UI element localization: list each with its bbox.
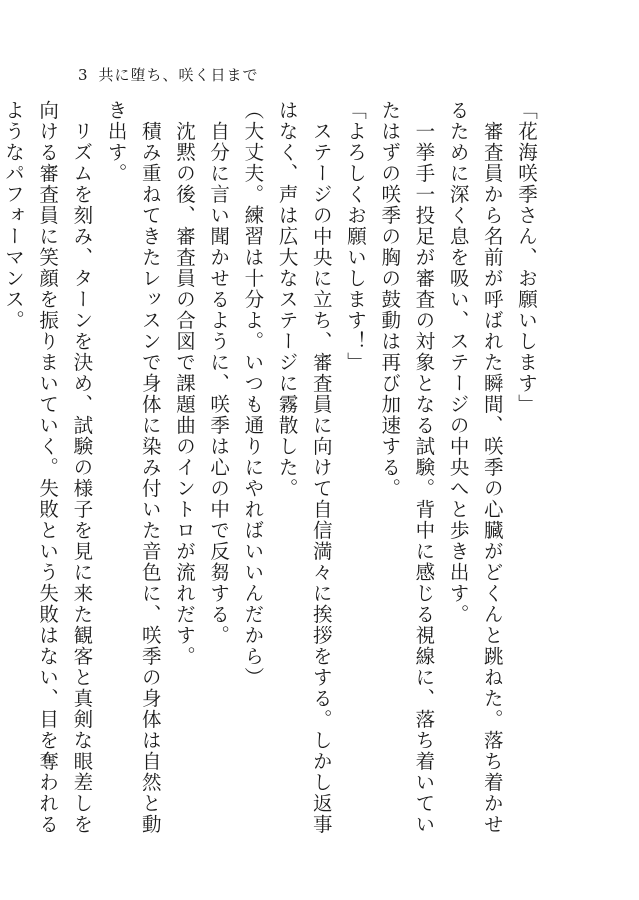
paragraph: 積み重ねてきたレッスンで身体に染み付いた音色に、咲季の身体は自然と動き出す。 (104, 100, 162, 835)
paragraph: 一挙手一投足が審査の対象となる試験。背中に感じる視線に、落ち着いていたはずの咲季の胸の鼓動は再び加速する。 (378, 100, 436, 835)
paragraph: ステージの中央に立ち、審査員に向けて自信満々に挨拶をする。しかし返事はなく、声は広大なステージに霧散した。 (275, 100, 333, 835)
paragraph: リズムを刻み、ターンを決め、試験の様子を見に来た観客と真剣な眼差しを向ける審査員に笑顔を振りまいていく。失敗という失敗はない、目を奪われるようなパフォーマンス。 (1, 100, 94, 835)
paragraph: （大丈夫。練習は十分よ。いつも通りにやればいいんだから） (241, 100, 265, 688)
paragraph: 沈黙の後、審査員の合図で課題曲のイントロが流れだす。 (172, 100, 196, 667)
paragraph: 自分に言い聞かせるように、咲季は心の中で反芻する。 (207, 100, 231, 646)
chapter-title: 共に堕ち、咲く日まで (98, 66, 259, 84)
paragraph: 「花海咲季さん、お願いします」 (515, 100, 538, 415)
paragraph: 審査員から名前が呼ばれた瞬間、咲季の心臓がどくんと跳ねた。落ち着かせるために深く息を吸い、ステージの中央へと歩き出す。 (446, 100, 504, 835)
body-text (1, 100, 543, 840)
page-number: 3 (78, 66, 89, 84)
paragraph: 「よろしくお願いします！」 (343, 100, 367, 373)
running-header (78, 64, 259, 85)
